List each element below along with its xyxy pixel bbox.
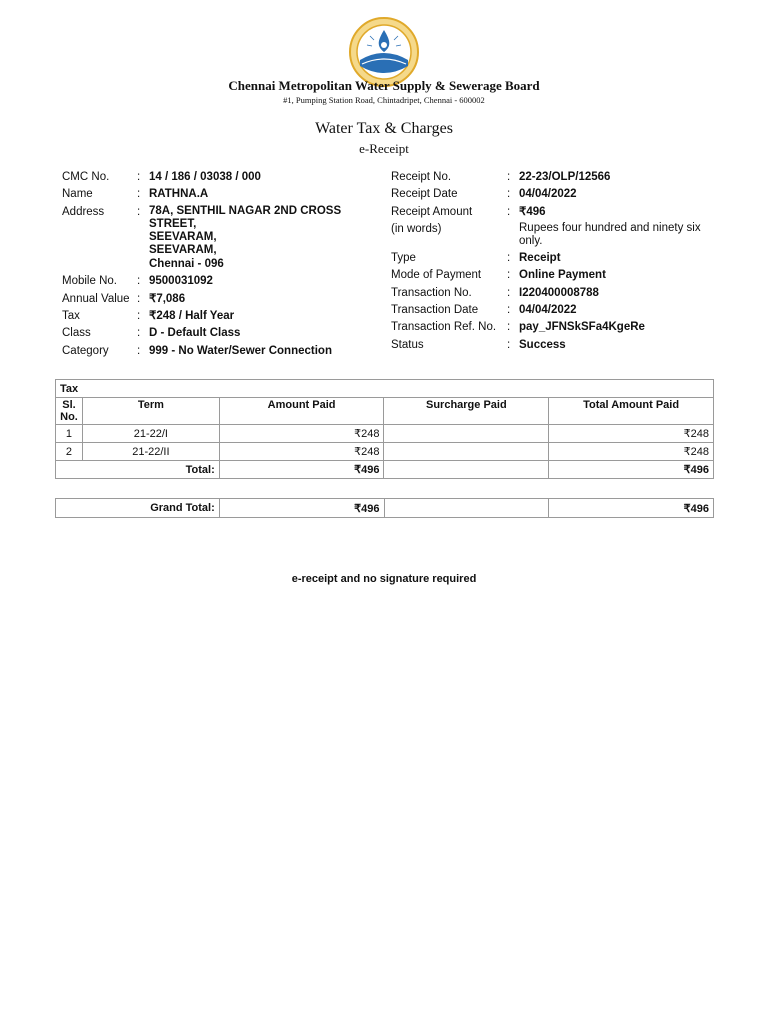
cell-surcharge-paid [384,443,549,461]
cell-term: 21-22/I [82,425,219,443]
column-header: Total Amount Paid [549,398,714,425]
field-label: Receipt No. [391,171,452,183]
field-label: Receipt Amount [391,205,473,218]
field-colon: : [507,304,511,317]
consumer-details [62,170,392,361]
field-annual-value [62,292,392,306]
field-label: Name [62,188,93,201]
org-address: #1, Pumping Station Road, Chintadripet, Chennai - 600002 [283,95,485,105]
field-value: Rupees four hundred and ninety six only. [519,221,701,247]
column-header: Amount Paid [219,398,384,425]
field-label: Transaction Date [391,304,479,317]
field-colon: : [137,327,141,340]
field-transaction-ref-no [391,320,711,334]
total-amount-paid: ₹496 [219,461,384,479]
grand-total-row [56,499,714,518]
field-cmc-no [62,170,392,184]
tax-section-label: Tax [56,380,714,398]
column-header: Term [82,398,219,425]
document-subtitle: e-Receipt [359,141,409,156]
field-value: ₹496 [519,205,546,218]
column-header: Surcharge Paid [384,398,549,425]
field-colon: : [507,171,511,183]
field-label: (in words) [391,222,442,235]
field-colon: : [507,188,511,201]
total-total-amount-paid: ₹496 [549,461,714,479]
field-value: ₹248 / Half Year [149,309,235,322]
address-line: SEEVARAM, [149,231,217,244]
cell-surcharge-paid [384,425,549,443]
field-label: Category [62,344,109,357]
field-label: Annual Value [62,292,130,305]
field-label: Receipt Date [391,188,458,201]
table-row [56,425,714,443]
field-value: Receipt [519,252,561,265]
field-colon: : [137,309,141,322]
table-row [56,443,714,461]
cell-total-amount-paid: ₹248 [549,425,714,443]
field-colon: : [137,171,141,183]
field-label: Tax [62,309,80,322]
grand-total-label: Grand Total: [56,499,220,518]
cell-amount-paid: ₹248 [219,425,384,443]
column-header: Sl. No. [56,398,83,425]
field-amount-in-words [391,222,711,248]
field-label: Mobile No. [62,275,117,288]
field-label: Address [62,205,105,218]
field-value: D - Default Class [149,327,241,340]
field-colon: : [137,188,141,201]
cell-sl-no: 1 [56,425,83,443]
field-value [149,205,341,271]
field-label: Transaction No. [391,286,472,299]
field-value: RATHNA.A [149,188,209,201]
field-label: CMC No. [62,171,110,183]
field-transaction-no [391,286,711,300]
field-value: 9500031092 [149,275,213,288]
tax-table [55,379,714,479]
field-value: Success [519,338,566,351]
field-tax [62,309,392,323]
address-line: STREET, [149,217,197,230]
field-value: 999 - No Water/Sewer Connection [149,344,332,357]
field-value: I220400008788 [519,286,599,299]
field-colon: : [507,286,511,299]
field-status [391,338,711,352]
field-colon: : [507,269,511,282]
field-value: pay_JFNSkSFa4KgeRe [519,321,645,334]
field-type [391,251,711,265]
field-transaction-date [391,303,711,317]
address-line: 78A, SENTHIL NAGAR 2ND CROSS [149,204,342,217]
field-receipt-amount [391,205,711,219]
field-label: Class [62,327,91,340]
document-title: Water Tax & Charges [315,120,453,137]
grand-total-amount: ₹496 [219,499,384,518]
cell-amount-paid: ₹248 [219,443,384,461]
table-total-row [56,461,714,479]
grand-total-surcharge [384,499,549,518]
field-address [62,205,392,271]
field-colon: : [137,205,141,218]
field-value: 14 / 186 / 03038 / 000 [149,171,261,183]
grand-total-table [55,498,714,518]
field-value: 04/04/2022 [519,304,577,317]
footer-note: e-receipt and no signature required [291,573,477,585]
field-value: 22-23/OLP/12566 [519,171,611,183]
field-colon: : [507,205,511,218]
receipt-details [391,170,711,355]
field-class [62,326,392,340]
field-category [62,344,392,358]
field-value: 04/04/2022 [519,188,577,201]
field-colon: : [137,292,141,305]
field-receipt-no [391,170,711,184]
field-label: Type [391,252,416,265]
field-colon: : [507,321,511,334]
field-colon: : [137,344,141,357]
total-label: Total: [56,461,220,479]
field-value: Online Payment [519,269,606,282]
cell-total-amount-paid: ₹248 [549,443,714,461]
field-mobile-no [62,274,392,288]
field-name [62,187,392,201]
address-line: SEEVARAM, [149,244,217,257]
total-surcharge-paid [384,461,549,479]
org-name: Chennai Metropolitan Water Supply & Sewerage Board [228,78,540,93]
field-label: Transaction Ref. No. [391,321,497,334]
grand-total-total: ₹496 [549,499,714,518]
field-mode-of-payment [391,268,711,282]
table-header-row [56,398,714,425]
field-colon: : [137,275,141,288]
field-colon: : [507,338,511,351]
cell-sl-no: 2 [56,443,83,461]
address-line: Chennai - 096 [149,257,224,270]
field-colon: : [507,252,511,265]
field-value: ₹7,086 [149,292,186,305]
cell-term: 21-22/II [82,443,219,461]
field-label: Status [391,338,424,351]
field-label: Mode of Payment [391,269,482,282]
tax-section-row [56,380,714,398]
field-receipt-date [391,187,711,201]
